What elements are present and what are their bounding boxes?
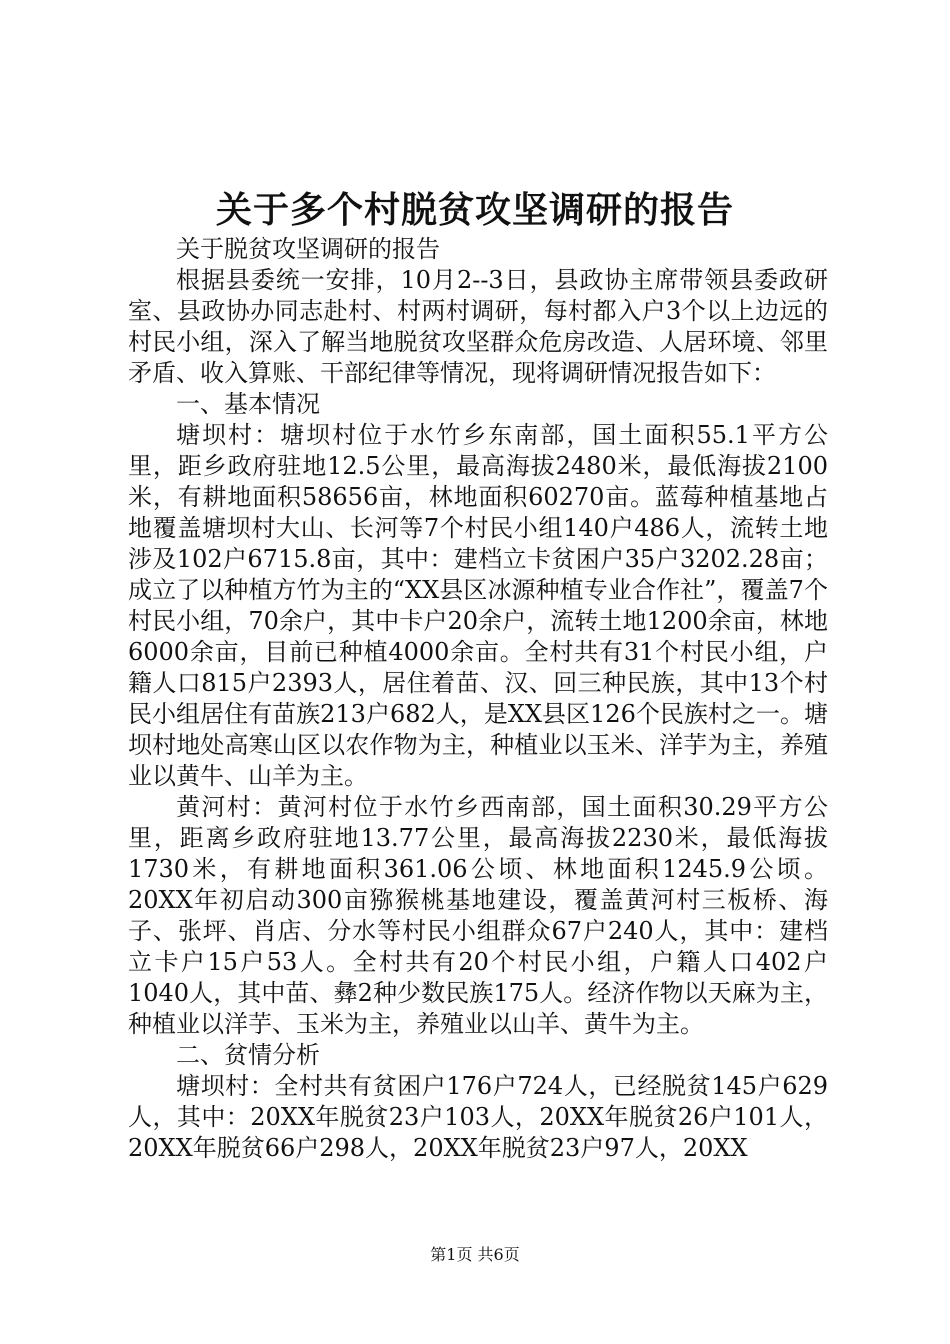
paragraph-tangba-village: 塘坝村：塘坝村位于水竹乡东南部，国土面积55.1平方公里，距乡政府驻地12.5公里，最高海拔2480米，最低海拔2100米，有耕地面积58656亩，林地面积60270亩。蓝莓种植基地占地覆盖塘坝村大山、长河等7个村民小组140户486人，流转土地涉及102户6715.8亩，其中：建档立卡贫困户35户3202.28亩；成立了以种植方竹为主的“XX县区冰源种植专业合作社”，覆盖7个村民小组，70余户，其中卡户20余户，流转土地1200余亩，林地6000余亩，目前已种植4000余亩。全村共有31个村民小组，户籍人口815户2393人，居住着苗、汉、回三种民族，其中13个村民小组居住有苗族213户682人，是XX县区126个民族村之一。塘坝村地处高寒山区以农作物为主，种植业以玉米、洋芋为主，养殖业以黄牛、山羊为主。 [128,421,828,790]
heading-poverty-analysis: 二、贫情分析 [176,1041,320,1069]
paragraph-subtitle: 关于脱贫攻坚调研的报告 [176,235,440,263]
document-body [128,234,828,1164]
heading-basic-situation: 一、基本情况 [176,390,320,418]
paragraph-tangba-poverty: 塘坝村：全村共有贫困户176户724人，已经脱贫145户629人，其中：20XX年脱贫23户103人，20XX年脱贫26户101人，20XX年脱贫66户298人，20XX年脱贫23户97人，20XX [128,1072,828,1162]
page-footer: 第1页 共6页 [430,1245,520,1264]
document-title: 关于多个村脱贫攻坚调研的报告 [215,189,734,231]
paragraph-huanghe-village: 黄河村：黄河村位于水竹乡西南部，国土面积30.29平方公里，距离乡政府驻地13.77公里，最高海拔2230米，最低海拔1730米，有耕地面积361.06公顷、林地面积1245.9公顷。20XX年初启动300亩猕猴桃基地建设，覆盖黄河村三板桥、海子、张坪、肖店、分水等村民小组群众67户240人，其中：建档立卡户15户53人。全村共有20个村民小组，户籍人口402户1040人，其中苗、彝2种少数民族175人。经济作物以天麻为主，种植业以洋芋、玉米为主，养殖业以山羊、黄牛为主。 [128,793,828,1038]
paragraph-intro: 根据县委统一安排，10月2--3日，县政协主席带领县委政研室、县政协办同志赴村、村两村调研，每村都入户3个以上边远的村民小组，深入了解当地脱贫攻坚群众危房改造、人居环境、邻里矛盾、收入算账、干部纪律等情况，现将调研情况报告如下： [128,266,828,387]
